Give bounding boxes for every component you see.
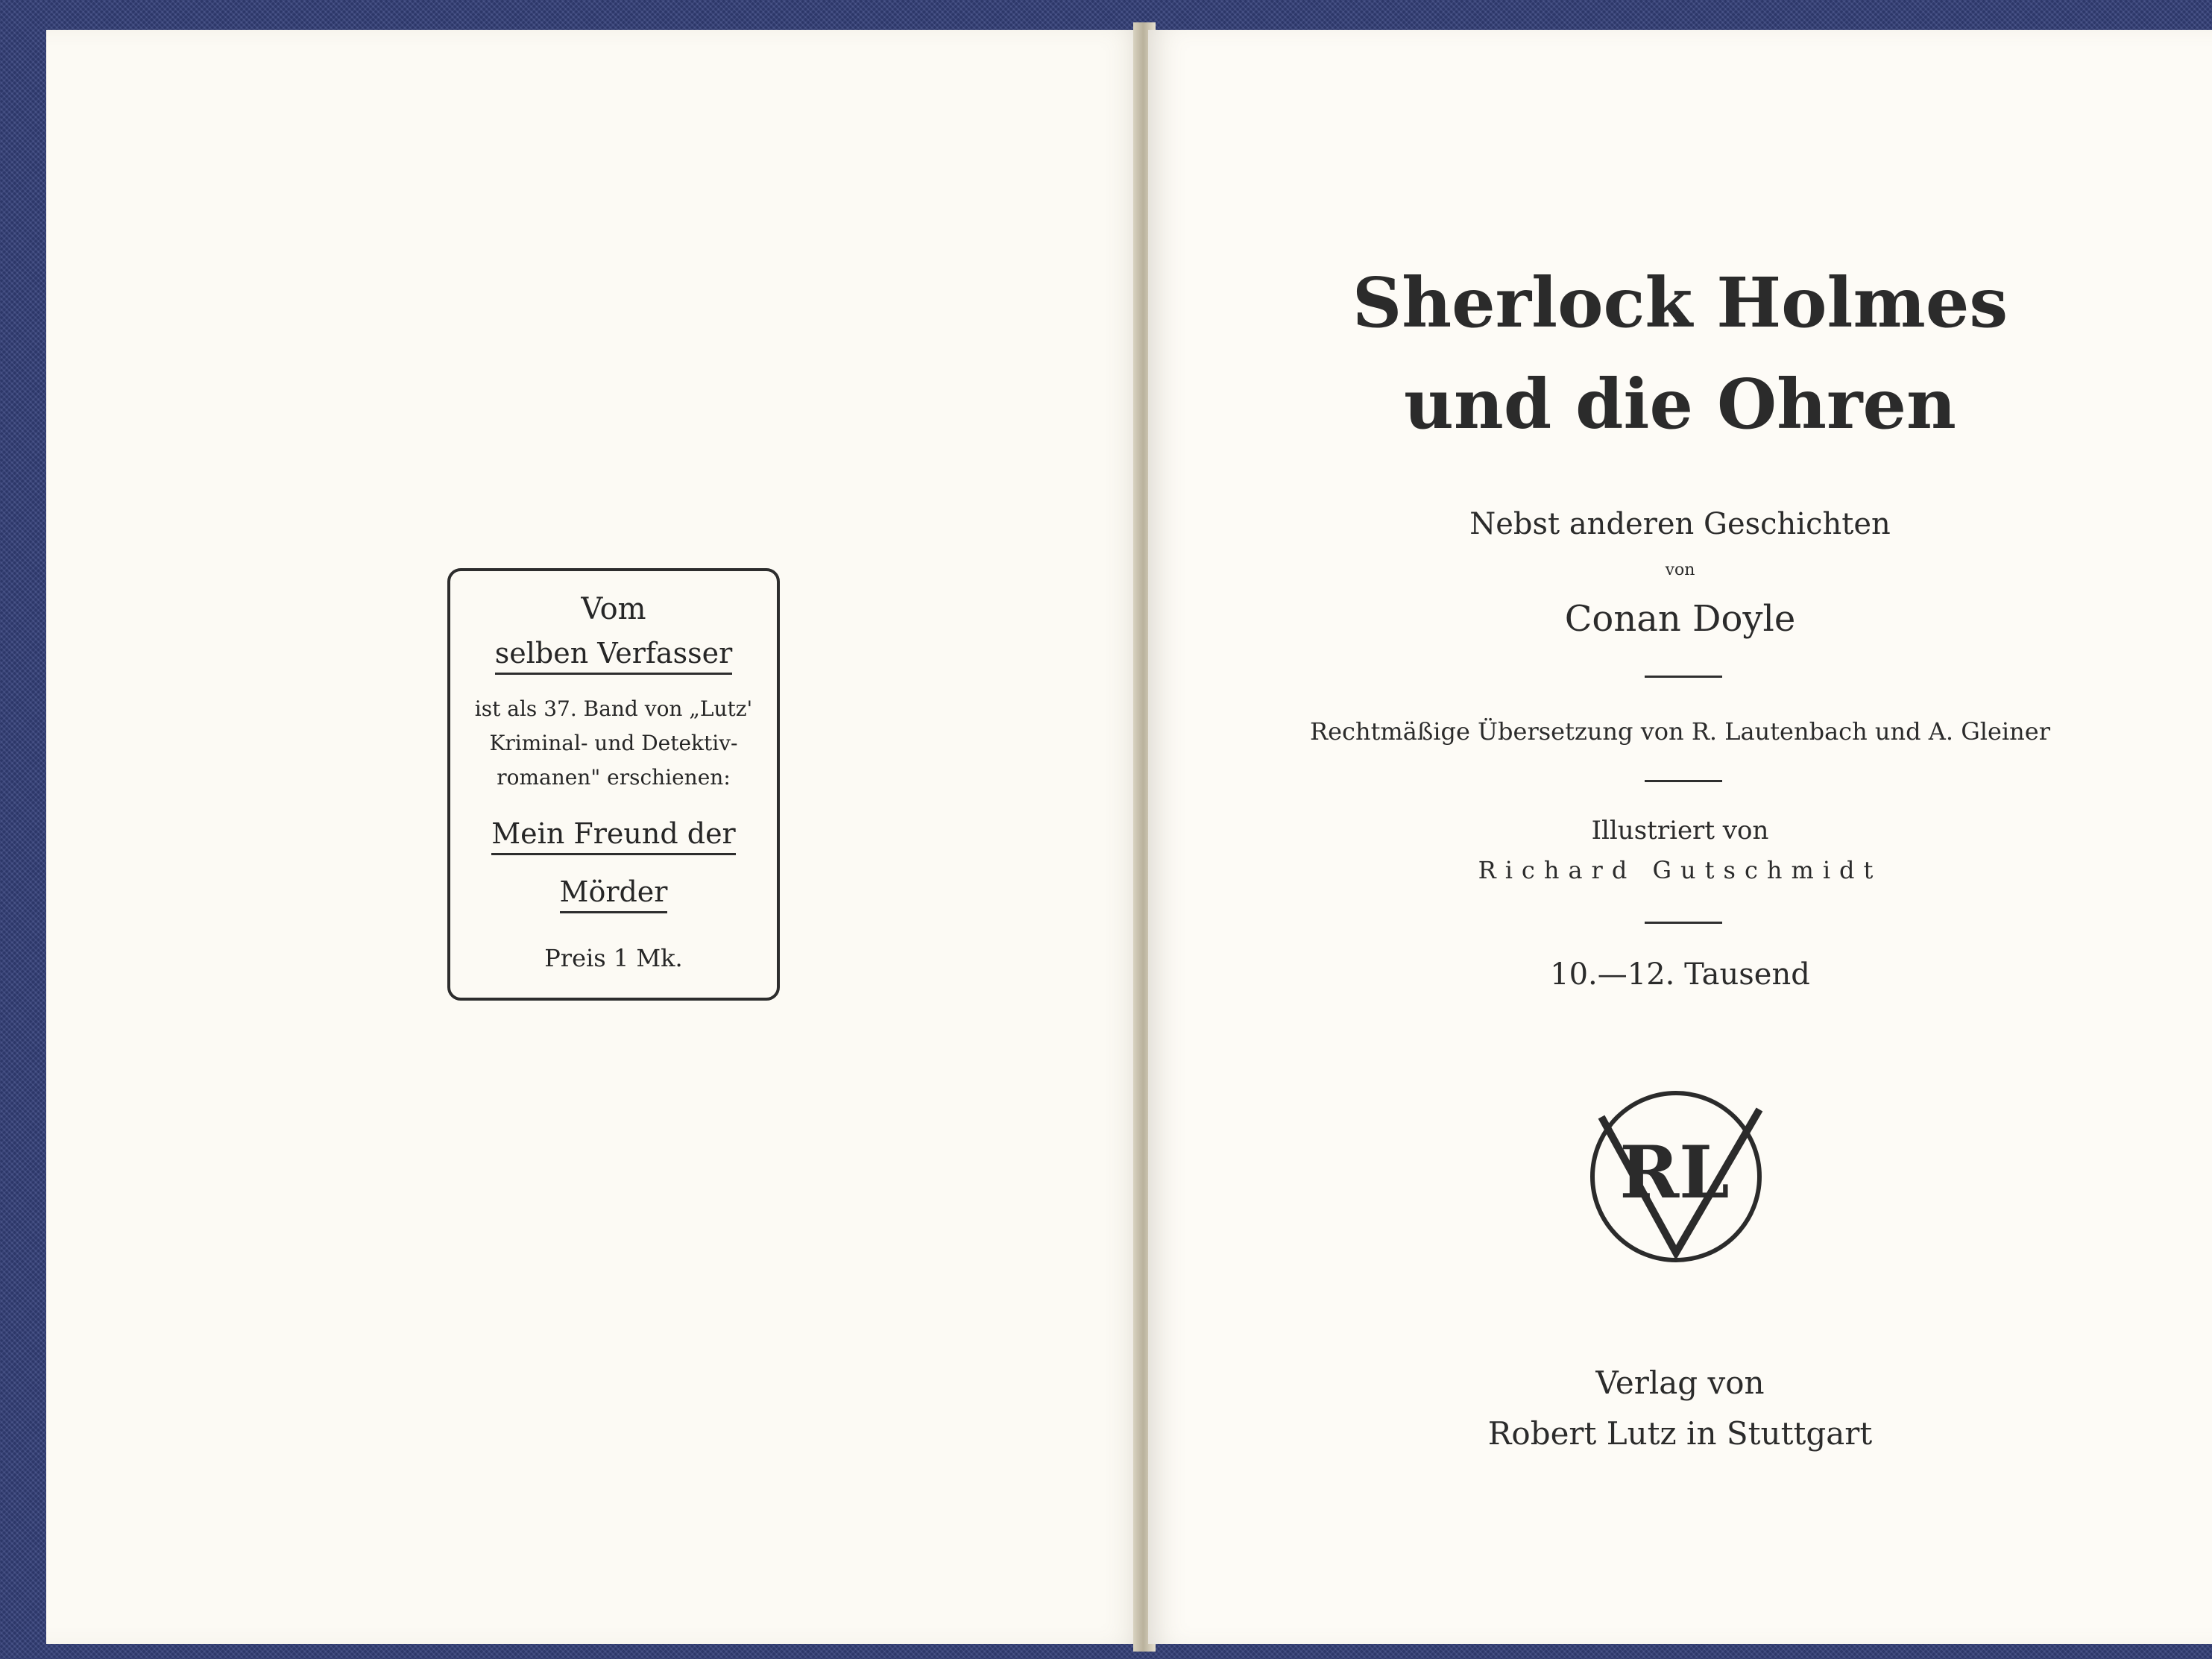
illustrator-name: Richard Gutschmidt <box>1478 856 1882 884</box>
ad-price: Preis 1 Mk. <box>544 944 683 972</box>
publisher-logo-icon <box>1586 1087 1765 1266</box>
ad-line-kriminal: Kriminal- und Detektiv- <box>489 731 738 755</box>
title-line-1: Sherlock Holmes <box>1352 262 2008 343</box>
translation-credit: Rechtmäßige Übersetzung von R. Lautenbach und A. Gleiner <box>1310 717 2050 746</box>
ad-line-vom: Vom <box>581 592 646 626</box>
divider-rule-1 <box>1645 676 1722 678</box>
ad-line-band: ist als 37. Band von „Lutz' <box>474 696 753 721</box>
title-line-2: und die Ohren <box>1404 364 1956 444</box>
ad-line-romanen: romanen" erschienen: <box>497 765 731 790</box>
subtitle: Nebst anderen Geschichten <box>1469 507 1891 541</box>
advertisement-box <box>447 568 780 1001</box>
ad-book-title-wrap-2 <box>450 875 777 913</box>
publisher-line-2: Robert Lutz in Stuttgart <box>1487 1415 1873 1452</box>
svg-text:RL: RL <box>1619 1130 1730 1215</box>
edition-label: 10.—12. Tausend <box>1550 957 1810 992</box>
ad-line-author-wrap <box>450 637 777 675</box>
ad-book-title-line1: Mein Freund der <box>491 817 735 855</box>
divider-rule-2 <box>1645 780 1722 782</box>
ad-book-title-line2: Mörder <box>560 875 668 913</box>
illustrated-by-label: Illustriert von <box>1591 816 1769 846</box>
von-label: von <box>1665 561 1695 579</box>
ad-line-selben-verfasser: selben Verfasser <box>495 637 733 675</box>
author-name: Conan Doyle <box>1564 598 1796 640</box>
divider-rule-3 <box>1645 922 1722 924</box>
publisher-line-1: Verlag von <box>1595 1364 1765 1401</box>
ad-book-title-wrap-1 <box>450 817 777 855</box>
